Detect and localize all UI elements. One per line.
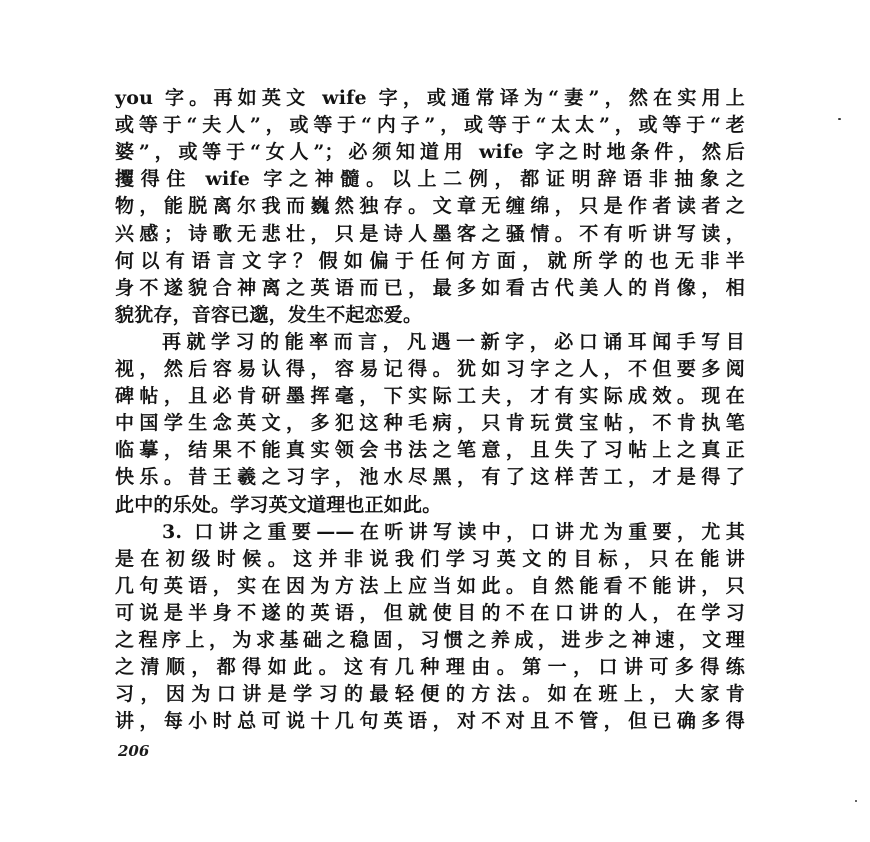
text-line-13: 中国学生念英文，多犯这种毛病，只肯玩赏宝帖，不肯执笔 <box>115 412 745 434</box>
text-line-19: 几句英语，实在因为方法上应当如此。自然能看不能讲，只 <box>115 575 745 597</box>
text-line-3: 婆”，或等于“女人”；必须知道用 wife 字之时地条件，然后 <box>115 141 745 163</box>
page-number: 206 <box>118 742 150 760</box>
scan-speck <box>855 800 857 802</box>
text-line-5: 物，能脱离尔我而巍然独存。文章无缠绵，只是作者读者之 <box>115 195 745 217</box>
text-line-12: 碑帖，且必肯研墨挥毫，下实际工夫，才有实际成效。现在 <box>115 385 745 407</box>
text-line-6: 兴感；诗歌无悲壮，只是诗人墨客之骚情。不有听讲写读， <box>115 223 745 245</box>
text-line-20: 可说是半身不遂的英语，但就使目的不在口讲的人，在学习 <box>115 602 745 624</box>
text-line-7: 何以有语言文字？假如偏于任何方面，就所学的也无非半 <box>115 250 745 272</box>
text-line-11: 视，然后容易认得，容易记得。犹如习字之人，不但要多阅 <box>115 358 745 380</box>
text-line-10: 再就学习的能率而言，凡遇一新字，必口诵耳闻手写目 <box>162 331 745 353</box>
text-line-15: 快乐。昔王羲之习字，池水尽黑，有了这样苦工，才是得了 <box>115 466 745 488</box>
text-line-22: 之清顺，都得如此。这有几种理由。第一，口讲可多得练 <box>115 656 745 678</box>
scan-speck <box>838 118 841 120</box>
text-line-1: you 字。再如英文 wife 字，或通常译为“妻”，然在实用上 <box>115 87 745 109</box>
text-line-16: 此中的乐处。学习英文道理也正如此。 <box>115 494 442 516</box>
text-line-17: 3. 口讲之重要——在听讲写读中，口讲尤为重要，尤其 <box>162 521 745 543</box>
text-line-8: 身不遂貌合神离之英语而已，最多如看古代美人的肖像，相 <box>115 277 745 299</box>
text-line-14: 临摹，结果不能真实领会书法之笔意，且失了习帖上之真正 <box>115 439 745 461</box>
text-line-2: 或等于“夫人”，或等于“内子”，或等于“太太”，或等于“老 <box>115 114 745 136</box>
text-line-21: 之程序上，为求基础之稳固，习惯之养成，进步之神速，文理 <box>115 629 745 651</box>
text-line-9: 貌犹存，音容已邈，发生不起恋爱。 <box>115 304 423 326</box>
text-line-24: 讲，每小时总可说十几句英语，对不对且不管，但已确多得 <box>115 710 745 732</box>
text-line-4: 攫得住 wife 字之神髓。以上二例，都证明辞语非抽象之 <box>115 168 745 190</box>
text-line-18: 是在初级时候。这并非说我们学习英文的目标，只在能讲 <box>115 548 745 570</box>
text-line-23: 习，因为口讲是学习的最轻便的方法。如在班上，大家肯 <box>115 683 745 705</box>
